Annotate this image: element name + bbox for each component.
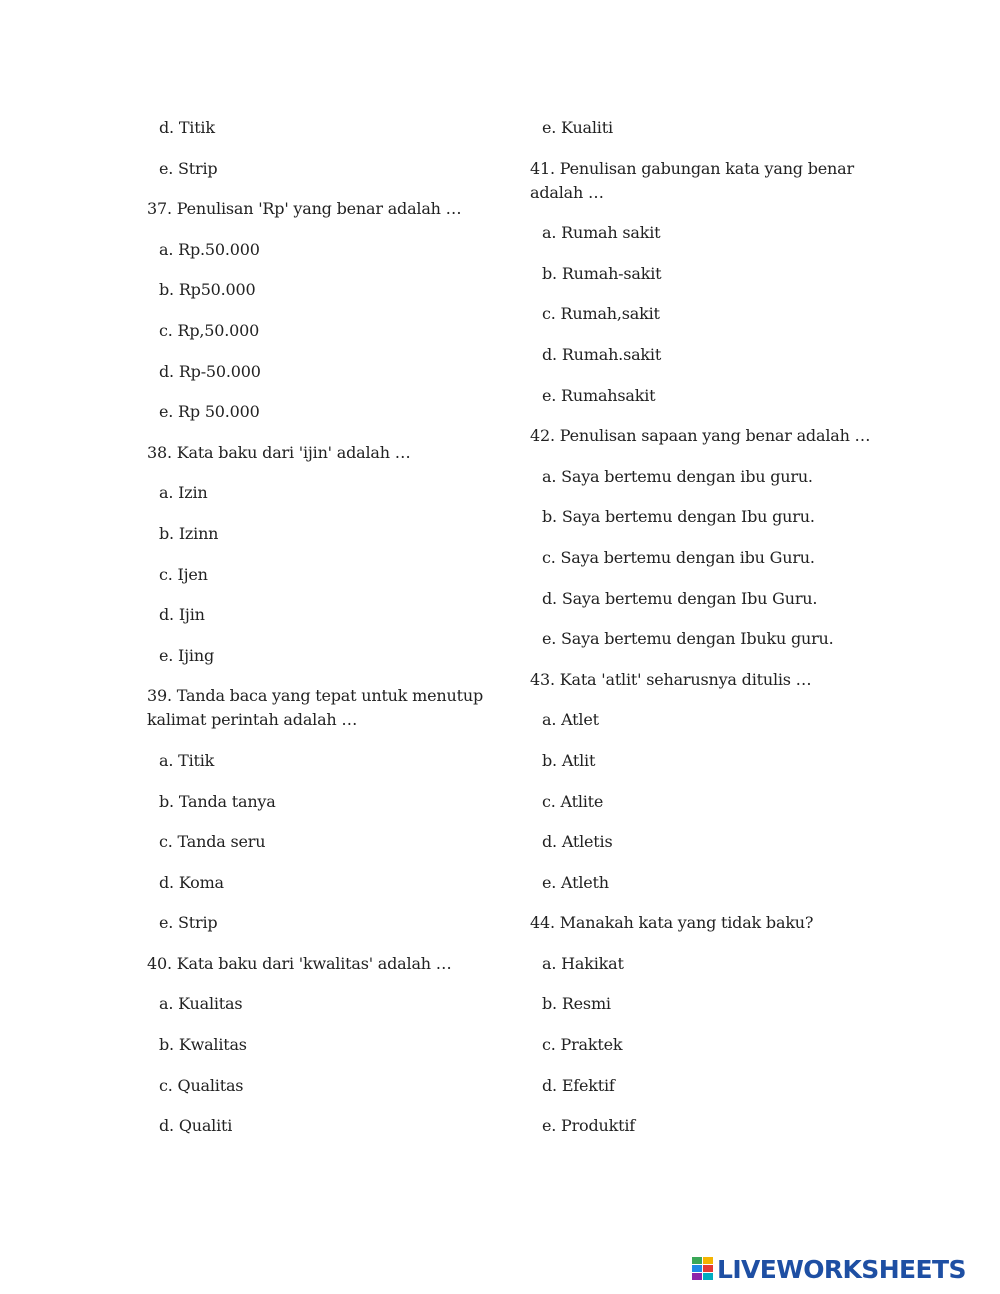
answer-option: b. Atlit: [542, 750, 596, 770]
answer-option: b. Resmi: [542, 994, 611, 1014]
answer-option: a. Atlet: [542, 710, 599, 730]
answer-option: e. Saya bertemu dengan Ibuku guru.: [542, 629, 834, 649]
question-text: 39. Tanda baca yang tepat untuk menutup kalimat perintah adalah …: [147, 686, 483, 730]
answer-option: e. Strip: [159, 913, 218, 933]
liveworksheets-icon: [692, 1257, 714, 1281]
answer-option: c. Rumah,sakit: [542, 304, 660, 324]
answer-option: e. Rumahsakit: [542, 385, 656, 405]
answer-option: e. Atleth: [542, 872, 609, 892]
brand-name: LIVEWORKSHEETS: [717, 1254, 966, 1284]
answer-option: d. Qualiti: [159, 1116, 233, 1136]
question-text: 43. Kata 'atlit' seharusnya ditulis …: [530, 669, 812, 689]
answer-option: e. Strip: [159, 158, 218, 178]
question-text: 44. Manakah kata yang tidak baku?: [530, 913, 814, 933]
answer-option: e. Rp 50.000: [159, 402, 260, 422]
answer-option: c. Tanda seru: [159, 832, 266, 852]
answer-option: c. Saya bertemu dengan ibu Guru.: [542, 547, 815, 567]
answer-option: d. Rumah.sakit: [542, 344, 662, 364]
answer-option: e. Kualiti: [542, 118, 613, 137]
answer-option: b. Izinn: [159, 523, 219, 543]
answer-option: d. Koma: [159, 872, 224, 892]
answer-option: d. Rp-50.000: [159, 361, 261, 381]
answer-option: b. Rp50.000: [159, 280, 256, 300]
answer-option: c. Ijen: [159, 564, 208, 584]
answer-option: a. Izin: [159, 483, 208, 503]
answer-option: a. Saya bertemu dengan ibu guru.: [542, 466, 813, 486]
answer-option: d. Efektif: [542, 1075, 615, 1095]
question-text: 37. Penulisan 'Rp' yang benar adalah …: [147, 199, 462, 219]
answer-option: c. Praktek: [542, 1035, 623, 1055]
question-text: 41. Penulisan gabungan kata yang benar adalah …: [530, 158, 854, 202]
answer-option: c. Atlite: [542, 791, 604, 811]
left-column: [147, 116, 487, 1155]
answer-option: e. Produktif: [542, 1116, 635, 1136]
right-column: [530, 116, 875, 1155]
answer-option: b. Saya bertemu dengan Ibu guru.: [542, 507, 815, 527]
question-text: 42. Penulisan sapaan yang benar adalah …: [530, 426, 871, 446]
answer-option: d. Saya bertemu dengan Ibu Guru.: [542, 588, 818, 608]
answer-option: b. Kwalitas: [159, 1035, 247, 1055]
answer-option: a. Kualitas: [159, 994, 243, 1014]
answer-option: c. Qualitas: [159, 1075, 244, 1095]
answer-option: b. Tanda tanya: [159, 791, 276, 811]
answer-option: d. Atletis: [542, 832, 613, 852]
answer-option: b. Rumah-sakit: [542, 263, 662, 283]
answer-option: e. Ijing: [159, 645, 214, 665]
answer-option: a. Hakikat: [542, 953, 624, 973]
answer-option: a. Titik: [159, 750, 215, 770]
answer-option: d. Titik: [159, 118, 215, 137]
answer-option: a. Rumah sakit: [542, 223, 661, 243]
answer-option: a. Rp.50.000: [159, 239, 260, 259]
liveworksheets-logo: [692, 1254, 966, 1284]
answer-option: d. Ijin: [159, 605, 205, 625]
question-text: 38. Kata baku dari 'ijin' adalah …: [147, 442, 411, 462]
answer-option: c. Rp,50.000: [159, 320, 260, 340]
question-text: 40. Kata baku dari 'kwalitas' adalah …: [147, 953, 452, 973]
